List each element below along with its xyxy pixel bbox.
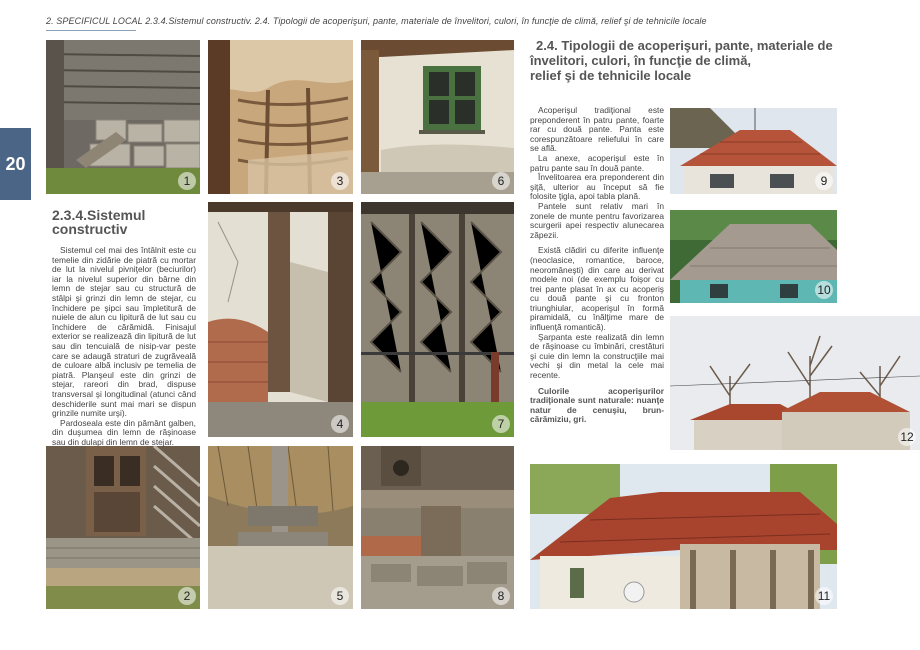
- paragraph: La anexe, acoperişul este în patru pante sau în două pante.: [530, 152, 664, 173]
- section-234-title: [52, 208, 202, 236]
- page-number-tab: [0, 128, 31, 200]
- photo-number: 10: [815, 281, 833, 299]
- photo-number: 6: [492, 172, 510, 190]
- photo-11-image: [530, 464, 837, 609]
- header-rule: [46, 30, 136, 31]
- section-24-title: [530, 38, 838, 83]
- photo-1-image: [46, 40, 200, 194]
- photo-6: [361, 40, 514, 194]
- photo-10: [670, 210, 837, 303]
- paragraph: Pardoseala este din pământ galben, din duşumea din lemn de răşinoase sau din dulapi din lemn de stejar.: [52, 417, 196, 447]
- photo-3-image: [208, 40, 353, 194]
- photo-9-image: [670, 108, 837, 194]
- section-234-title-line1: 2.3.4.Sistemul: [52, 207, 146, 223]
- photo-6-image: [361, 40, 514, 194]
- photo-11: [530, 464, 837, 609]
- photo-8: [361, 446, 514, 609]
- paragraph: Sistemul cel mai des întâlnit este cu temelie din zidărie de piatră cu mortar de lut la nivelul pivniţelor (beciurilor) iar la nivelul superior din bârne din lemn de stejar sau cu structură de stâlpi şi grinzi din lemn de stejar, cu închidere pe şipci sau împletitură de nuiele de alun cu lipitură de lut sau cu închidere de cărămidă. Finisajul exterior se realizează din lipitură de lut sau din tencuială de nisip-var peste care se adaugă straturi de zugrăveală de culoare albă inclusiv pe temelia de piatră. Planşeul este din grinzi de stejar, rareori din brad, dispuse transversal şi longitudinal (atunci când deschiderile sunt mai mari se dispun grinzile numite urşi).: [52, 245, 196, 419]
- paragraph: Există clădiri cu diferite influenţe (neoclasice, romantice, baroce, neoromâneşti) din care au derivat modele noi (de exemplu foişor cu trei pante plasat în ax cu acoperiş cu două pante şi cu fronton triunghiular, acoperişul în formă piramidală, cu înălţime mare de influenţă romantică).: [530, 245, 664, 333]
- photo-8-image: [361, 446, 514, 609]
- section-24-title-line2: învelitori, culori, în funcţie de climă,: [530, 53, 752, 68]
- photo-9: [670, 108, 837, 194]
- running-header: [46, 16, 707, 26]
- section-24-title-line3: relief şi de tehnicile locale: [530, 68, 692, 83]
- photo-number: 5: [331, 587, 349, 605]
- section-234-title-line2: constructiv: [52, 221, 128, 237]
- photo-number: 4: [331, 415, 349, 433]
- paragraph: Acoperişul tradiţional este preponderent în patru pante, foarte rar cu două pante. Panta este corespunzătoare reliefului în care se află.: [530, 105, 664, 154]
- photo-12: [670, 316, 920, 450]
- section-24-title-line1: Tipologii de acoperişuri, pante, materiale de: [561, 38, 833, 53]
- photo-number: 11: [815, 587, 833, 605]
- photo-number: 12: [898, 428, 916, 446]
- paragraph: Şarpanta este realizată din lemn de răşinoase cu îmbinări, crestături şi cuie din lemn la construcţiile mai vechi şi din metal la cele mai recente.: [530, 331, 664, 381]
- photo-number: 3: [331, 172, 349, 190]
- photo-2-image: [46, 446, 200, 609]
- photo-4-image: [208, 202, 353, 437]
- photo-4: [208, 202, 353, 437]
- photo-7-image: [361, 202, 514, 437]
- photo-7: [361, 202, 514, 437]
- page-number: 20: [5, 153, 26, 174]
- photo-number: 2: [178, 587, 196, 605]
- section-234-body: [52, 246, 196, 447]
- section-24-number: 2.4.: [536, 38, 558, 53]
- roof-colors-note: Culorile acoperişurilor tradiţionale sunt naturale: nuanţe natur de cenuşiu, brun-cărămiziu, gri.: [530, 385, 664, 425]
- photo-2: [46, 446, 200, 609]
- photo-5: [208, 446, 353, 609]
- photo-5-image: [208, 446, 353, 609]
- photo-10-image: [670, 210, 837, 303]
- paragraph: Învelitoarea era preponderent din şiţă, ulterior au început să fie folosite ţigla, apoi tabla plană.: [530, 172, 664, 202]
- photo-number: 9: [815, 172, 833, 190]
- photo-3: [208, 40, 353, 194]
- photo-12-image: [670, 316, 920, 450]
- photo-number: 1: [178, 172, 196, 190]
- photo-1: [46, 40, 200, 194]
- photo-number: 8: [492, 587, 510, 605]
- section-24-body: [530, 106, 664, 425]
- paragraph: Pantele sunt relativ mari în zonele de munte pentru favorizarea scurgerii apei respectiv alunecarea zăpezii.: [530, 200, 664, 240]
- photo-number: 7: [492, 415, 510, 433]
- breadcrumb: 2. SPECIFICUL LOCAL 2.3.4.Sistemul constructiv. 2.4. Tipologii de acoperişuri, pante, materiale de învelitori, culori, în funcţie de climă, relief şi de tehnicile locale: [46, 16, 707, 26]
